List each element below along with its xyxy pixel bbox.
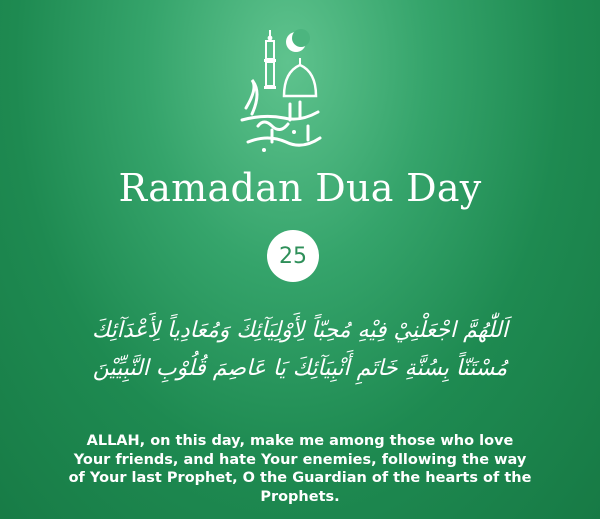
dua-arabic-line-2: مُسْتَنّاً بِسُنَّةِ خَاتَمِ أَنْبِيَآئِكَ يَا عَاصِمَ قُلُوْبِ النَّبِيِّيْنَ (92, 356, 508, 381)
dua-translation: ALLAH, on this day, make me among those who love Your friends, and hate Your enemies, following the way of Your last Prophet, O the Guardian of the hearts of the Prophets. (68, 433, 532, 505)
day-badge (267, 230, 319, 282)
mosque-crescent-icon (228, 18, 328, 158)
day-number: 25 (279, 243, 307, 269)
title: Ramadan Dua Day (118, 166, 482, 210)
dua-arabic-line-1: اَللّٰهُمَّ اجْعَلْنِيْ فِيْهِ مُحِبّاً لِأَوْلِيَآئِكَ وَمُعَادِياً لِأَعْدَآئِكَ (92, 318, 508, 343)
